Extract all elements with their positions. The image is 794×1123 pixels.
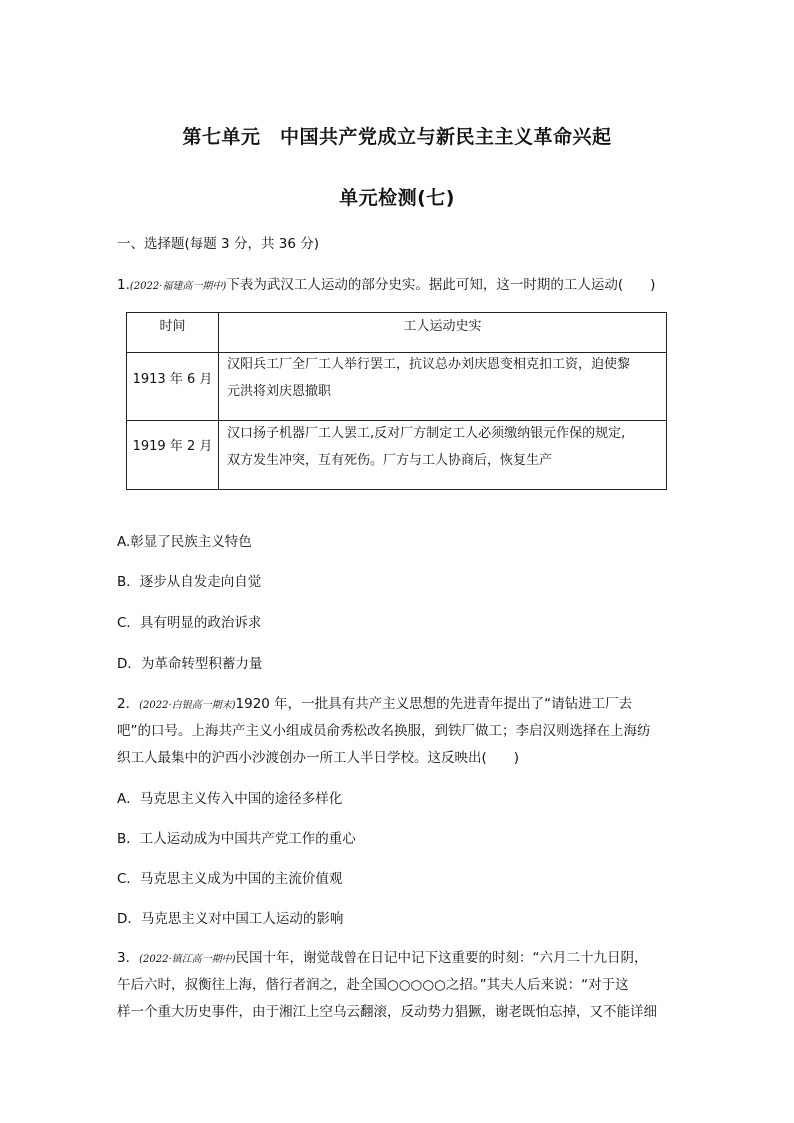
question-2-stem-line: 织工人最集中的沪西小沙渡创办一所工人半日学校。这反映出( ) [117, 750, 520, 766]
question-text: 民国十年，谢觉哉曾在日记中记下这重要的时刻：“六月二十九日阴， [235, 950, 648, 966]
question-source: (2022·福建高一期中) [129, 281, 227, 292]
table-cell-time: 1913 年 6 月 [132, 372, 213, 387]
question-1-stem [117, 273, 655, 293]
question-text: 1920 年，一批具有共产主义思想的先进青年提出了“请钻进工厂去 [235, 696, 633, 712]
question-2-option-b: B．工人运动成为中国共产党工作的重心 [117, 831, 356, 847]
test-title: 单元检测(七) [339, 187, 455, 209]
question-number: 1. [117, 277, 130, 293]
question-3-stem [117, 946, 648, 966]
table-header-fact: 工人运动史实 [403, 319, 482, 334]
question-number: 2． [117, 696, 140, 712]
question-2-option-a: A．马克思主义传入中国的途径多样化 [117, 791, 343, 807]
question-3-stem-line: 样一个重大历史事件，由于湘江上空乌云翻滚，反动势力猖獗，谢老既怕忘掉，又不能详细 [117, 1004, 657, 1020]
table-cell-fact-line: 双方发生冲突，互有死伤。厂方与工人协商后，恢复生产 [227, 453, 553, 468]
section-heading: 一、选择题(每题 3 分，共 36 分) [117, 236, 319, 252]
table-cell-time: 1919 年 2 月 [132, 439, 213, 454]
question-source: (2022·白银高一期末) [139, 700, 236, 711]
question-2-stem-line: 吧”的口号。上海共产主义小组成员俞秀松改名换服，到铁厂做工；李启汉则选择在上海纺 [117, 723, 651, 739]
question-1-option-b: B．逐步从自发走向自觉 [117, 574, 262, 590]
history-table [126, 312, 667, 490]
question-source: (2022·镇江高一期中) [139, 954, 236, 965]
question-2-option-d: D．马克思主义对中国工人运动的影响 [117, 911, 344, 927]
table-header-time: 时间 [159, 319, 186, 334]
question-3-stem-line: 午后六时，叔衡往上海，偕行者润之，赴全国○○○○○之招。”其夫人后来说：“对于这 [117, 977, 629, 993]
question-2-stem [117, 692, 632, 712]
question-number: 3． [117, 950, 140, 966]
question-1-option-c: C．具有明显的政治诉求 [117, 615, 262, 631]
question-1-option-d: D．为革命转型积蓄力量 [117, 656, 263, 672]
question-1-option-a: A.彰显了民族主义特色 [117, 534, 252, 550]
unit-title: 第七单元 中国共产党成立与新民主主义革命兴起 [182, 126, 612, 148]
table-cell-fact-line: 元洪将刘庆恩撤职 [227, 384, 332, 399]
table-cell-fact-line: 汉口扬子机器厂工人罢工,反对厂方制定工人必须缴纳银元作保的规定, [227, 426, 626, 441]
question-text: 下表为武汉工人运动的部分史实。据此可知，这一时期的工人运动( ) [226, 277, 656, 293]
table-cell-fact-line: 汉阳兵工厂全厂工人举行罢工，抗议总办刘庆恩变相克扣工资，迫使黎 [227, 357, 631, 372]
question-2-option-c: C．马克思主义成为中国的主流价值观 [117, 871, 343, 887]
